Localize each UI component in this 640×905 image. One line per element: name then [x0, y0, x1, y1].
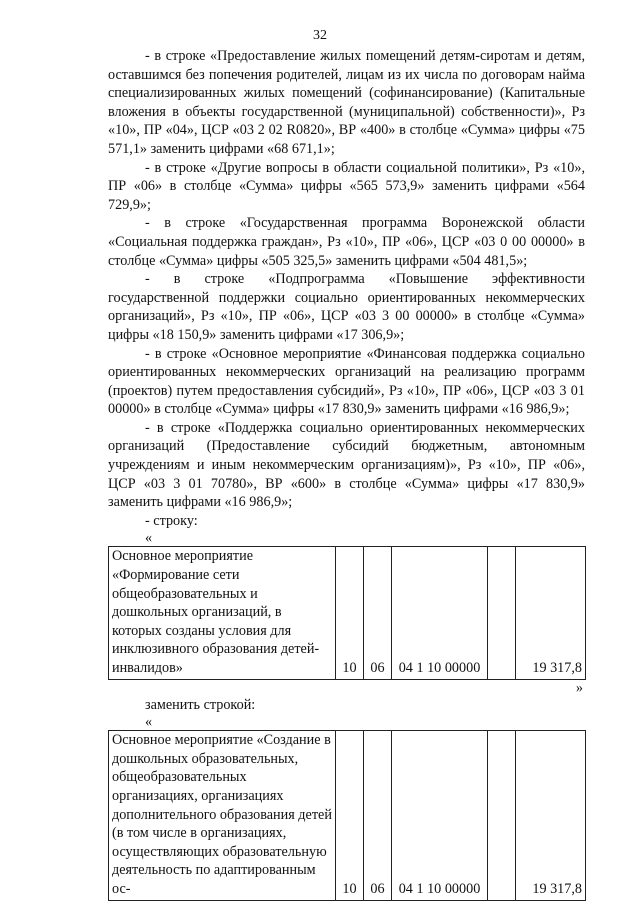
- table-row: [109, 731, 586, 900]
- line-stroku: - строку:: [145, 512, 198, 529]
- cell-name: Основное мероприятие «Создание в дошкольных образовательных, общеобразовательных организациях, организациях дополнительного образования детей (в том числе в организациях, осуществляющих образовательную деятельность по адаптированным ос-: [109, 731, 336, 900]
- paragraph-main-activity: - в строке «Основное мероприятие «Финансовая поддержка социально ориентированных некоммерческих организаций на реализацию программ (проектов) путем предоставления субсидий», Рз «10», ПР «06», ЦСР «03 3 01 00000» в столбце «Сумма» цифры «17 830,9» заменить цифрами «16 986,9»;: [108, 345, 585, 418]
- document-body: [108, 47, 585, 901]
- line-replace: заменить строкой:: [145, 696, 256, 713]
- cell-name: Основное мероприятие «Формирование сети общеобразовательных и дошкольных организаций, в которых созданы условия для инклюзивного образования детей-инвалидов»: [109, 547, 336, 679]
- table-new-row: [108, 730, 586, 900]
- cell-pr: 06: [364, 731, 392, 900]
- paragraph-subprogram: - в строке «Подпрограмма «Повышение эффективности государственной поддержки социально ориентированных некоммерческих организаций», Рз «10», ПР «06», ЦСР «03 3 00 00000» в столбце «Сумма» цифры «18 150,9» заменить цифрами «17 306,9»;: [108, 271, 585, 343]
- cell-csr: 04 1 10 00000: [392, 547, 488, 679]
- table-row: [109, 547, 586, 679]
- quote-open-new: «: [145, 714, 153, 731]
- table-old-row: [108, 546, 586, 679]
- cell-sum: 19 317,8: [516, 547, 586, 679]
- cell-vr: [488, 547, 516, 679]
- paragraph-state-program: - в строке «Государственная программа Воронежской области «Социальная поддержка граждан», Рз «10», ПР «06», ЦСР «03 0 00 00000» в столбце «Сумма» цифры «505 325,5» заменить цифрами «504 481,5»;: [108, 215, 585, 269]
- cell-rz: 10: [336, 547, 364, 679]
- paragraph-housing-orphans: - в строке «Предоставление жилых помещений детям-сиротам и детям, оставшимся без попечения родителей, лицам из их числа по договорам найма специализированных жилых помещений (софинансирование) (Капитальные вложения в объекты государственной (муниципальной) собственности)», Рз «10», ПР «04», ЦСР «03 2 02 R0820», ВР «400» в столбце «Сумма» цифры «75 571,1» заменить цифрами «68 671,1»;: [108, 48, 585, 157]
- cell-vr: [488, 731, 516, 900]
- cell-csr: 04 1 10 00000: [392, 731, 488, 900]
- page-number: 32: [313, 28, 327, 43]
- cell-pr: 06: [364, 547, 392, 679]
- cell-sum: 19 317,8: [516, 731, 586, 900]
- quote-open-old: «: [145, 530, 153, 547]
- paragraph-nko-support: - в строке «Поддержка социально ориентированных некоммерческих организаций (Предоставление субсидий бюджетным, автономным учреждениям и иным некоммерческим организациям)», Рз «10», ПР «06», ЦСР «03 3 01 70780», ВР «600» в столбце «Сумма» цифры «17 830,9» заменить цифрами «16 986,9»;: [108, 419, 585, 511]
- paragraph-other-social-policy: - в строке «Другие вопросы в области социальной политики», Рз «10», ПР «06» в столбце «Сумма» цифры «565 573,9» заменить цифрами «564 729,9»;: [108, 159, 585, 213]
- cell-rz: 10: [336, 731, 364, 900]
- quote-close-old: »: [575, 679, 583, 696]
